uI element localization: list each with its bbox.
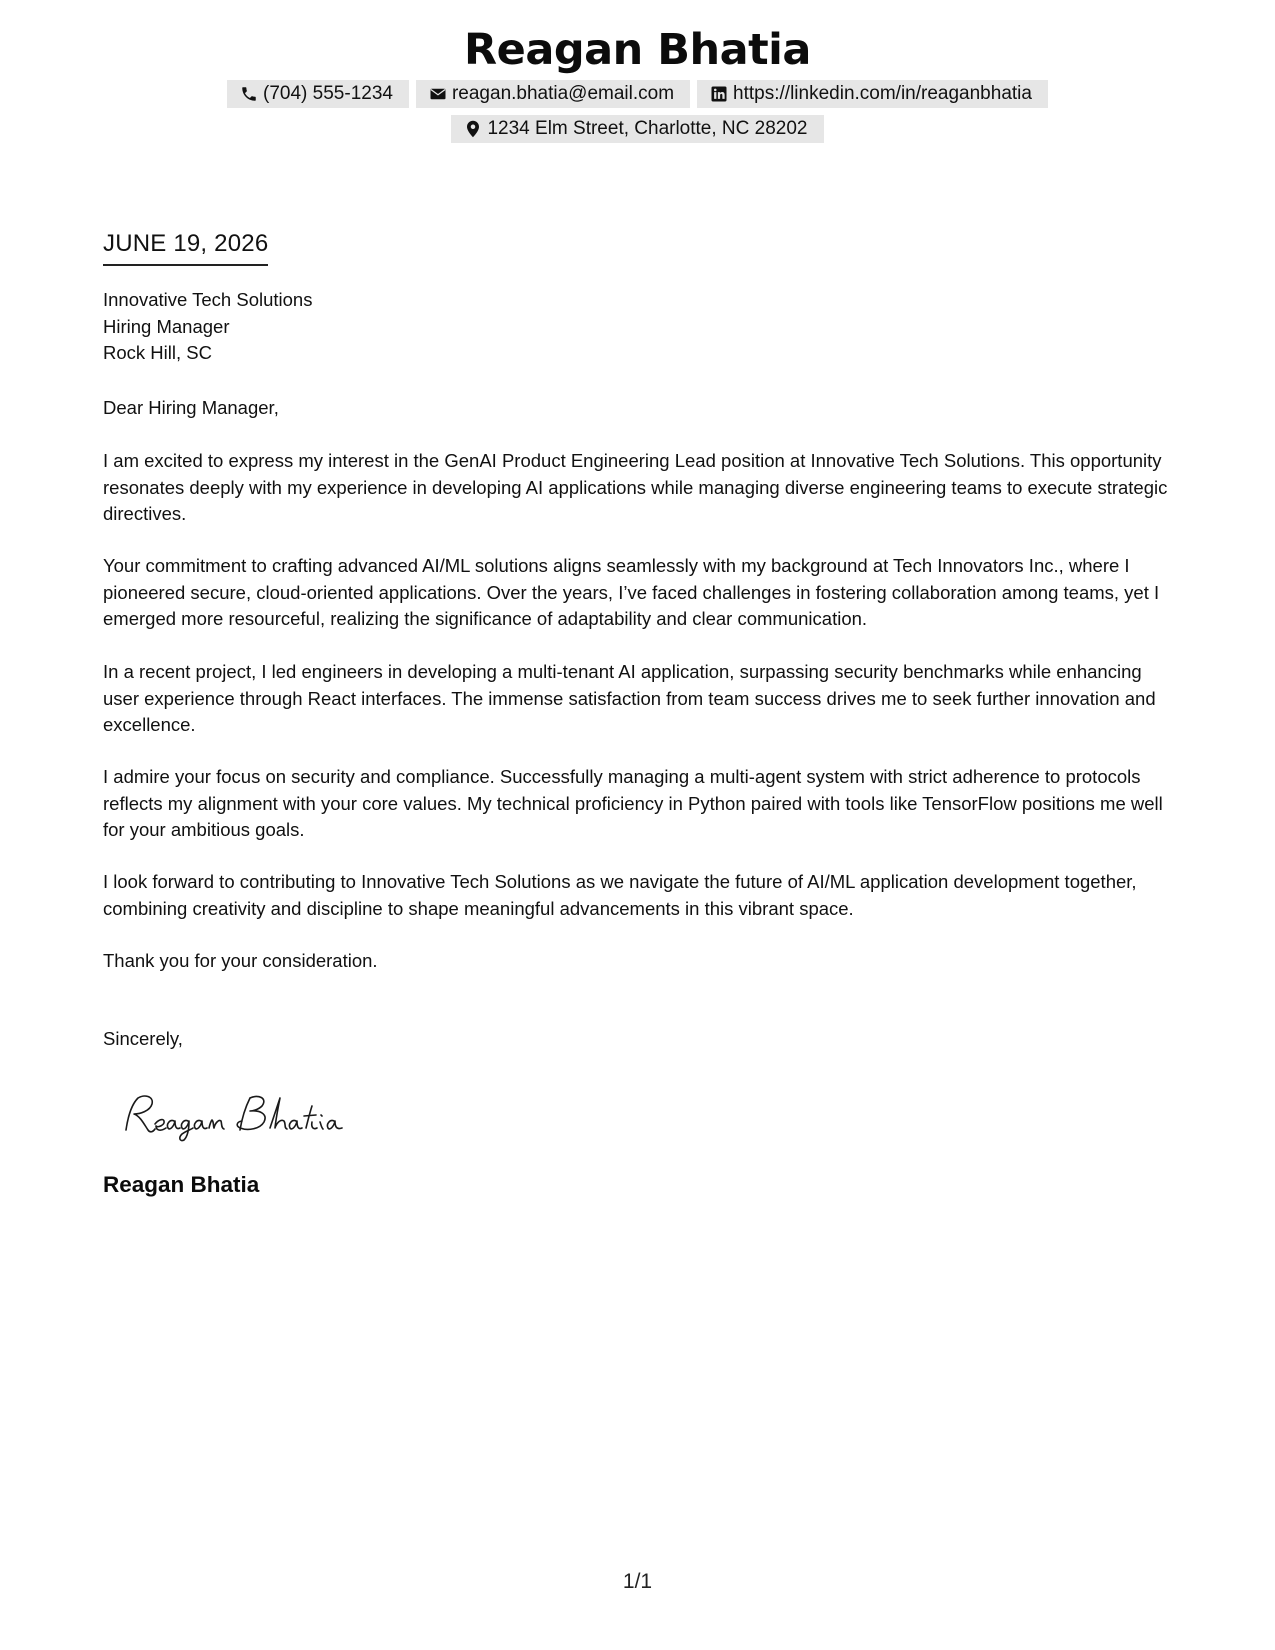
contact-address	[451, 115, 823, 143]
linkedin-icon	[709, 84, 729, 104]
contact-linkedin-text[interactable]: https://linkedin.com/in/reaganbhatia	[733, 83, 1032, 104]
page-number: 1/1	[622, 1570, 653, 1593]
contact-email-text[interactable]: reagan.bhatia@email.com	[451, 83, 675, 104]
letter-date: JUNE 19, 2026	[103, 228, 268, 266]
body-paragraph: I admire your focus on security and compliance. Successfully managing a multi-agent system with strict adherence to protocols reflects my alignment with your core values. My technical proficiency in Python paired with tools like TensorFlow positions me well for your ambitious goals.	[103, 766, 1163, 840]
map-pin-icon	[463, 119, 483, 139]
body-paragraph: I look forward to contributing to Innovative Tech Solutions as we navigate the future of AI/ML application development together, combining creativity and discipline to shape meaningful advancements in this vibrant space.	[103, 871, 1137, 919]
contact-linkedin[interactable]	[697, 80, 1048, 108]
body-paragraph: In a recent project, I led engineers in developing a multi-tenant AI application, surpassing security benchmarks while enhancing user experience through React interfaces. The immense satisfaction from team success drives me to seek further innovation and excellence.	[103, 661, 1156, 735]
contact-row-primary	[0, 80, 1275, 108]
contact-phone-text: (704) 555-1234	[263, 83, 393, 104]
contact-row-secondary	[0, 115, 1275, 143]
envelope-icon	[428, 84, 448, 104]
contact-email[interactable]	[416, 80, 690, 108]
recipient-company: Innovative Tech Solutions	[103, 289, 313, 310]
body-paragraph: I am excited to express my interest in the GenAI Product Engineering Lead position at Innovative Tech Solutions. This opportunity resonates deeply with my experience in developing AI applications while managing diverse engineering teams to execute strategic directives.	[103, 450, 1168, 524]
body-paragraph: Your commitment to crafting advanced AI/ML solutions aligns seamlessly with my background at Tech Innovators Inc., where I pioneered secure, cloud-oriented applications. Over the years, I’ve faced challenges in fostering collaboration among teams, yet I emerged more resourceful, realizing the significance of adaptability and clear communication.	[103, 555, 1160, 629]
signed-name: Reagan Bhatia	[103, 1172, 260, 1197]
handwritten-signature	[118, 1086, 358, 1142]
applicant-name: Reagan Bhatia	[464, 25, 811, 75]
thanks-line: Thank you for your consideration.	[103, 950, 378, 971]
closing-line: Sincerely,	[103, 1028, 183, 1049]
recipient-block	[103, 287, 312, 367]
salutation: Dear Hiring Manager,	[103, 397, 279, 418]
contact-address-text: 1234 Elm Street, Charlotte, NC 28202	[487, 118, 808, 139]
recipient-location: Rock Hill, SC	[103, 342, 212, 363]
contact-phone	[227, 80, 409, 108]
recipient-title: Hiring Manager	[103, 315, 230, 337]
phone-icon	[239, 84, 259, 104]
